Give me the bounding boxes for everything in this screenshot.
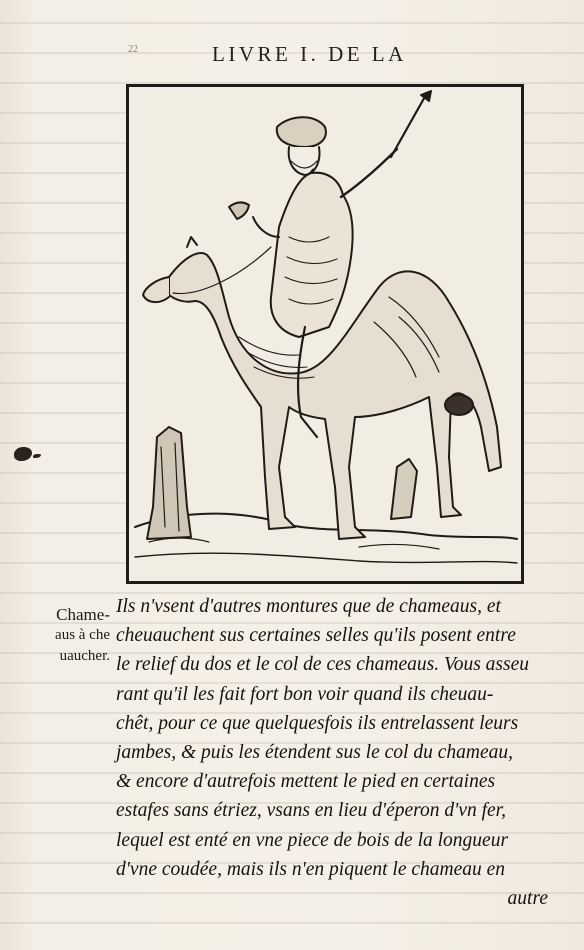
marginal-note-line: uaucher.: [59, 648, 110, 664]
woodcut-camel-rider-icon: [129, 87, 521, 581]
text-line: chêt, pour ce que quelquesfois ils entrelassent leurs: [116, 712, 519, 734]
running-title: LIVRE I. DE LA: [212, 42, 407, 66]
body-text: [116, 592, 548, 913]
ink-blot: [14, 447, 32, 461]
marginal-note: [28, 604, 110, 667]
catchword: autre: [507, 888, 548, 910]
text-line: jambes, & puis les étendent sus le col du chameau,: [116, 742, 513, 764]
text-line: Ils n'vsent d'autres montures que de chameaus, et: [116, 596, 501, 617]
text-line: d'vne coudée, mais ils n'en piquent le chameau en: [116, 858, 506, 880]
text-line: & encore d'autrefois mettent le pied en certaines: [116, 771, 496, 793]
page-edge-mark: 22: [128, 44, 138, 55]
text-line: rant qu'il les fait fort bon voir quand ils cheuau-: [116, 683, 494, 705]
text-line: estafes sans étriez, vsans en lieu d'éperon d'vn fer,: [116, 800, 506, 822]
text-line: le relief du dos et le col de ces chameaus. Vous asseu: [116, 654, 530, 676]
woodcut-illustration: [126, 84, 524, 584]
text-line: cheuauchent sus certaines selles qu'ils posent entre: [116, 625, 516, 647]
text-line: lequel est enté en vne piece de bois de la longueur: [116, 829, 509, 851]
marginal-note-line: aus à che: [55, 627, 110, 643]
marginal-note-line: Chame-: [56, 605, 110, 624]
